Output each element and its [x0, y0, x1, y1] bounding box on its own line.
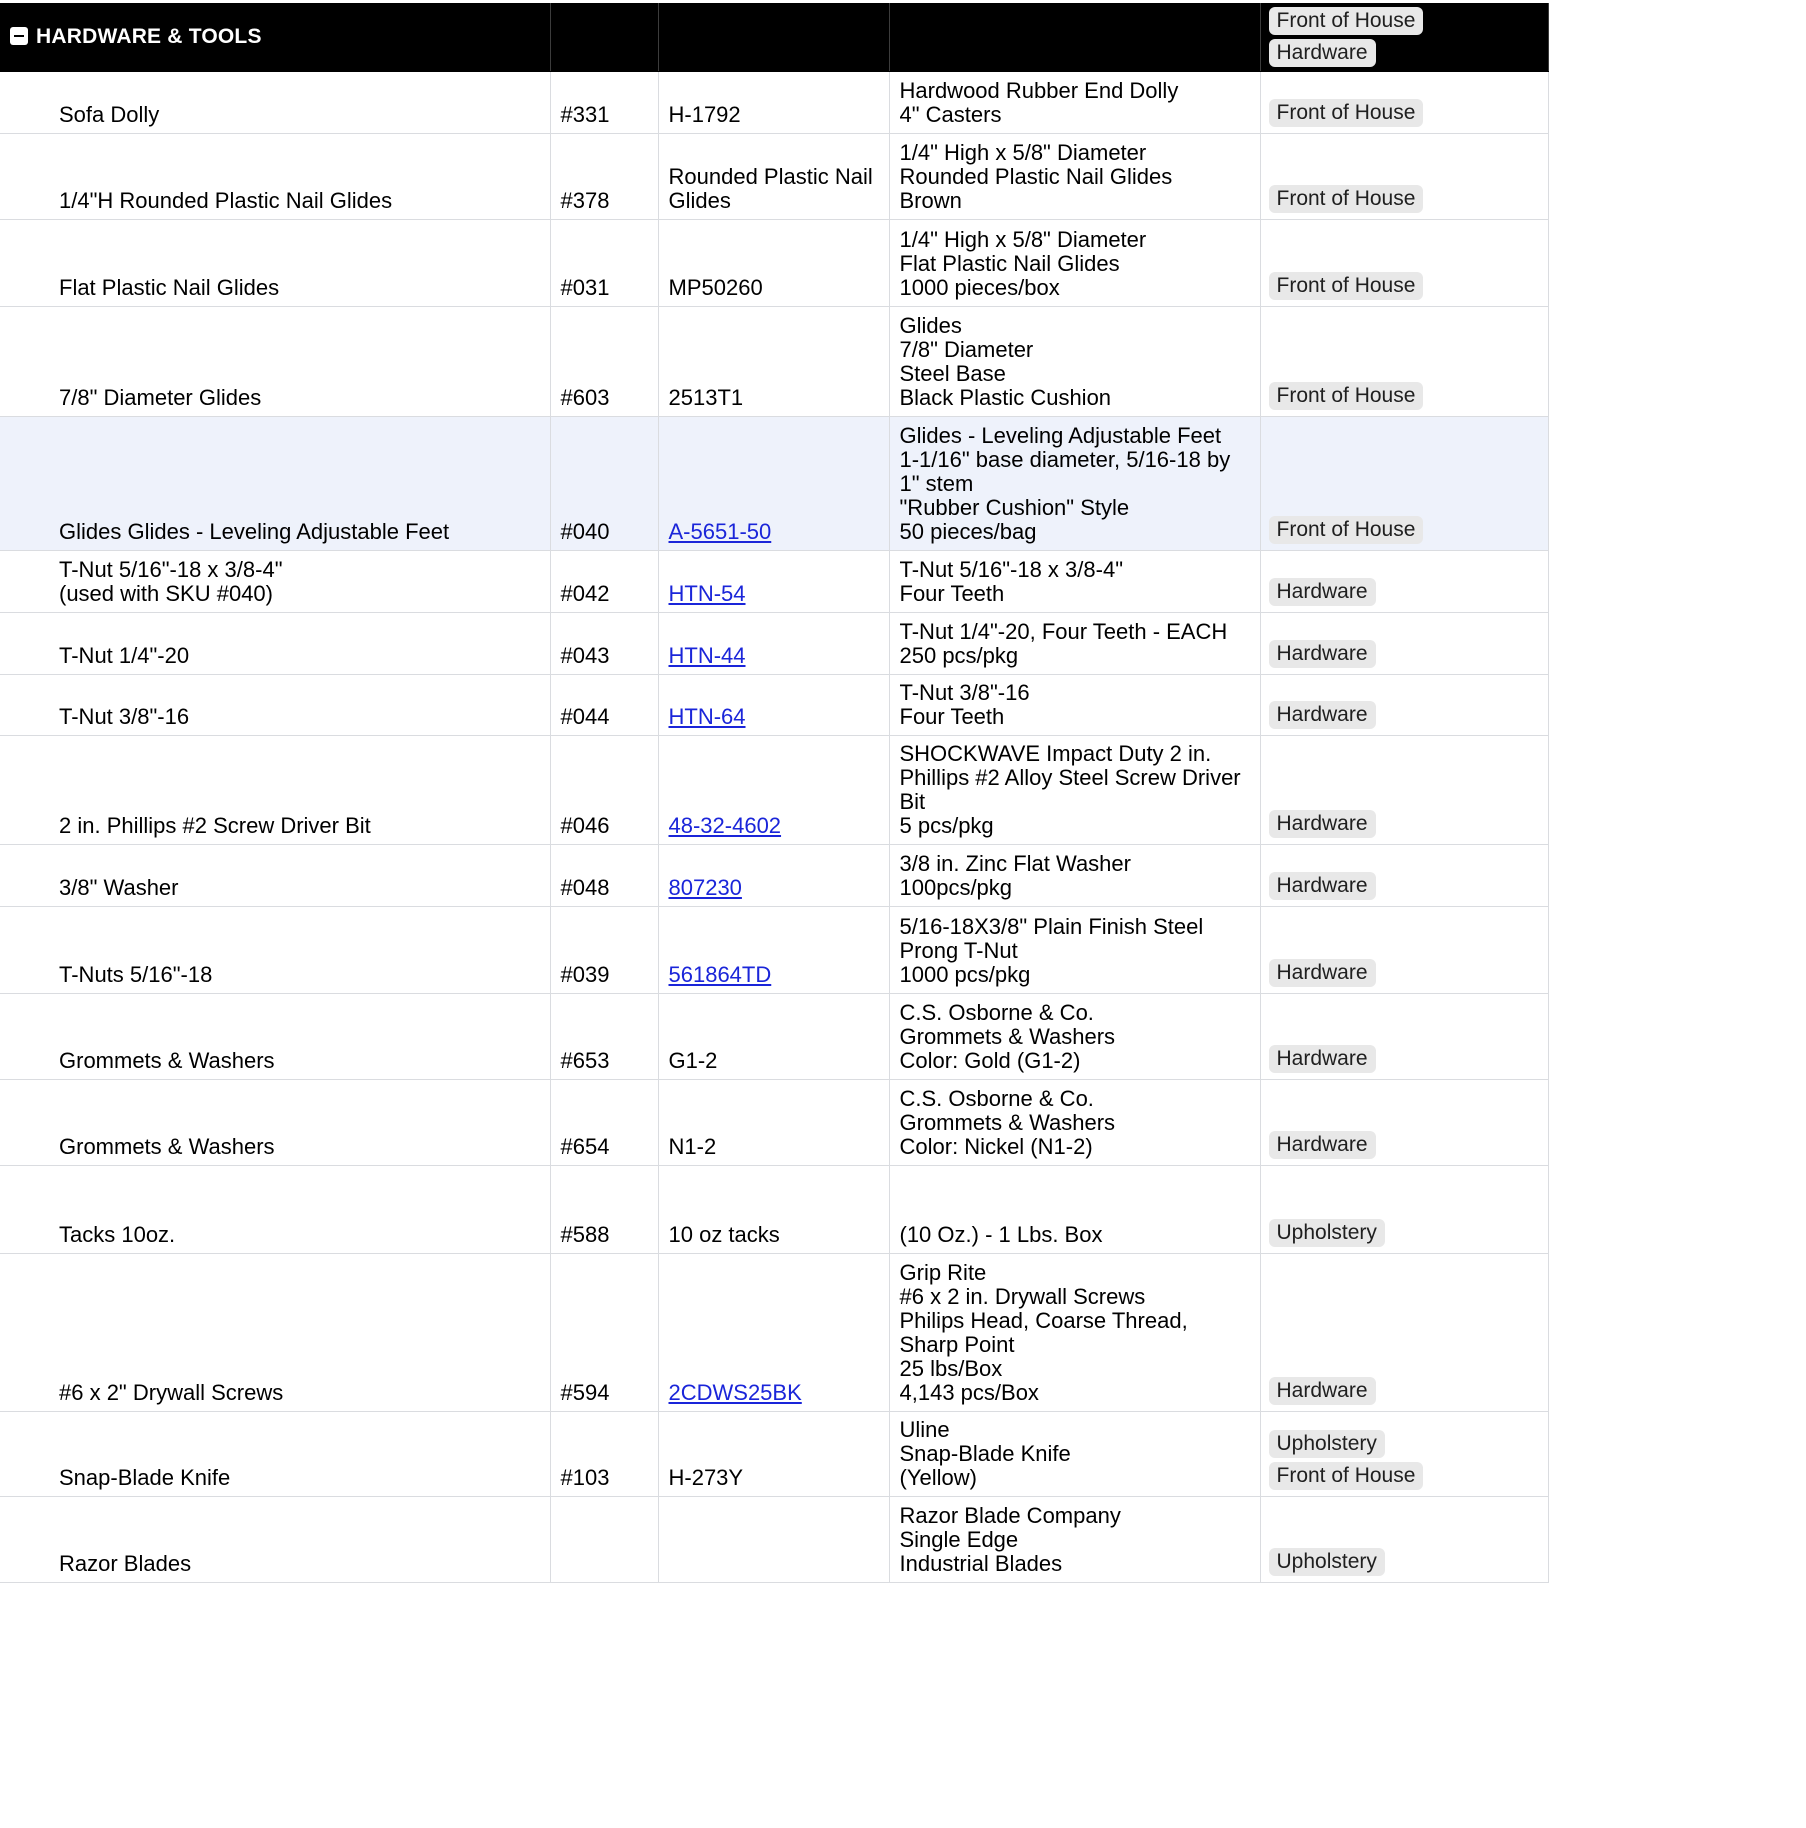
item-name-cell[interactable]	[0, 220, 550, 307]
category-tags-cell[interactable]	[1260, 613, 1548, 675]
item-name: Razor Blades	[59, 1551, 192, 1576]
item-name-cell[interactable]	[0, 1412, 550, 1497]
table-row[interactable]	[0, 845, 1548, 907]
item-name: 7/8" Diameter Glides	[59, 385, 262, 410]
group-header-empty-cell[interactable]	[550, 2, 658, 72]
tag-chip[interactable]: Front of House	[1269, 516, 1424, 544]
description-line: 1000 pcs/pkg	[899, 962, 1031, 987]
description-cell[interactable]	[889, 1080, 1260, 1166]
item-number: #046	[560, 813, 610, 838]
group-header-tags-cell[interactable]	[1260, 2, 1548, 72]
item-number: #331	[560, 102, 610, 127]
table-row[interactable]	[0, 1412, 1548, 1497]
sku-text: MP50260	[668, 275, 763, 300]
description-cell[interactable]	[889, 417, 1260, 551]
description-line: Single Edge	[899, 1527, 1019, 1552]
category-tags-cell[interactable]	[1260, 1166, 1548, 1254]
group-title: HARDWARE & TOOLS	[36, 25, 262, 49]
sku-cell[interactable]	[658, 907, 889, 994]
description-line: 5/16-18X3/8" Plain Finish Steel Prong T-Nut	[899, 914, 1204, 963]
description-line: Brown	[899, 188, 962, 213]
item-name: Flat Plastic Nail Glides	[59, 275, 280, 300]
item-name: Grommets & Washers	[59, 1048, 275, 1073]
item-name-cell[interactable]	[0, 1166, 550, 1254]
category-tags-cell[interactable]	[1260, 907, 1548, 994]
item-name-cell[interactable]	[0, 994, 550, 1080]
category-tags-cell[interactable]	[1260, 307, 1548, 417]
item-number-cell[interactable]	[550, 736, 658, 845]
item-number-cell[interactable]	[550, 845, 658, 907]
item-number-cell[interactable]	[550, 307, 658, 417]
tag-chip[interactable]: Hardware	[1269, 39, 1376, 67]
sku-text: Rounded Plastic Nail Glides	[668, 164, 873, 213]
category-tags-cell[interactable]	[1260, 1080, 1548, 1166]
description-cell[interactable]	[889, 1497, 1260, 1583]
description-line: Color: Nickel (N1-2)	[899, 1134, 1093, 1159]
description-cell[interactable]	[889, 1166, 1260, 1254]
description-line: #6 x 2 in. Drywall Screws	[899, 1284, 1146, 1309]
category-tags-cell[interactable]	[1260, 675, 1548, 736]
tag-chip[interactable]: Upholstery	[1269, 1219, 1385, 1247]
item-number: #378	[560, 188, 610, 213]
description-line: Four Teeth	[899, 581, 1005, 606]
sku-link[interactable]: 48-32-4602	[668, 813, 782, 838]
category-tags-cell[interactable]	[1260, 551, 1548, 613]
description-cell[interactable]	[889, 613, 1260, 675]
item-number-cell[interactable]	[550, 134, 658, 220]
item-name-cell[interactable]	[0, 675, 550, 736]
description-cell[interactable]	[889, 134, 1260, 220]
description-line: Grommets & Washers	[899, 1024, 1116, 1049]
table-row[interactable]	[0, 1166, 1548, 1254]
category-tags-cell[interactable]	[1260, 220, 1548, 307]
sku-link[interactable]: HTN-44	[668, 643, 746, 668]
tag-chip[interactable]: Hardware	[1269, 578, 1376, 606]
description-cell[interactable]	[889, 994, 1260, 1080]
item-number: #588	[560, 1222, 610, 1247]
item-number: #031	[560, 275, 610, 300]
sku-text: H-273Y	[668, 1465, 744, 1490]
sku-text: N1-2	[668, 1134, 717, 1159]
description-line: Grommets & Washers	[899, 1110, 1116, 1135]
tag-chip[interactable]: Front of House	[1269, 272, 1424, 300]
item-number-cell[interactable]	[550, 1497, 658, 1583]
collapse-group-icon[interactable]	[10, 27, 28, 45]
tag-chip[interactable]: Front of House	[1269, 1462, 1424, 1490]
table-row[interactable]	[0, 72, 1548, 134]
tag-chip[interactable]: Upholstery	[1269, 1548, 1385, 1576]
category-tags-cell[interactable]	[1260, 1497, 1548, 1583]
description-cell[interactable]	[889, 675, 1260, 736]
sku-cell[interactable]	[658, 845, 889, 907]
sku-link[interactable]: HTN-64	[668, 704, 746, 729]
item-number: #039	[560, 962, 610, 987]
category-tags-cell[interactable]	[1260, 736, 1548, 845]
table-row[interactable]	[0, 994, 1548, 1080]
sku-cell[interactable]	[658, 675, 889, 736]
description-line: C.S. Osborne & Co.	[899, 1086, 1094, 1111]
description-line: Uline	[899, 1417, 950, 1442]
table-row[interactable]	[0, 134, 1548, 220]
item-name-cell[interactable]	[0, 613, 550, 675]
description-line: 4,143 pcs/Box	[899, 1380, 1039, 1405]
group-header-empty-cell[interactable]	[889, 2, 1260, 72]
item-name-cell[interactable]	[0, 907, 550, 994]
sku-cell[interactable]	[658, 307, 889, 417]
sku-link[interactable]: 561864TD	[668, 962, 772, 987]
tag-chip[interactable]: Front of House	[1269, 99, 1424, 127]
item-name-cell[interactable]	[0, 307, 550, 417]
item-number-cell[interactable]	[550, 994, 658, 1080]
sku-cell[interactable]	[658, 1166, 889, 1254]
sku-link[interactable]: A-5651-50	[668, 519, 772, 544]
table-row[interactable]	[0, 417, 1548, 551]
table-row[interactable]	[0, 1497, 1548, 1583]
item-number: #048	[560, 875, 610, 900]
description-line: 5 pcs/pkg	[899, 813, 994, 838]
description-line: 1/4" High x 5/8" Diameter	[899, 140, 1147, 165]
group-header-cell[interactable]	[0, 2, 550, 72]
description-line: Razor Blade Company	[899, 1503, 1121, 1528]
description-line: 250 pcs/pkg	[899, 643, 1019, 668]
description-line: C.S. Osborne & Co.	[899, 1000, 1094, 1025]
item-name: 1/4"H Rounded Plastic Nail Glides	[59, 188, 393, 213]
item-name: T-Nut 5/16"-18 x 3/8-4"	[59, 557, 283, 582]
tag-chip[interactable]: Front of House	[1269, 7, 1424, 35]
item-number: #044	[560, 704, 610, 729]
description-line: Hardwood Rubber End Dolly	[899, 78, 1179, 103]
item-number: #043	[560, 643, 610, 668]
item-name-cell[interactable]	[0, 845, 550, 907]
sku-cell[interactable]	[658, 1254, 889, 1412]
item-name: 2 in. Phillips #2 Screw Driver Bit	[59, 813, 371, 838]
item-name: Grommets & Washers	[59, 1134, 275, 1159]
category-tags-cell[interactable]	[1260, 417, 1548, 551]
sku-text: H-1792	[668, 102, 741, 127]
category-tags-cell[interactable]	[1260, 72, 1548, 134]
item-number-cell[interactable]	[550, 1080, 658, 1166]
table-row[interactable]	[0, 736, 1548, 845]
description-line: T-Nut 3/8"-16	[899, 680, 1030, 705]
sku-cell[interactable]	[658, 134, 889, 220]
category-tags-cell[interactable]	[1260, 845, 1548, 907]
sku-cell[interactable]	[658, 613, 889, 675]
item-name: #6 x 2" Drywall Screws	[59, 1380, 284, 1405]
sku-link[interactable]: 807230	[668, 875, 742, 900]
group-header-row	[0, 2, 1548, 72]
table-row[interactable]	[0, 1080, 1548, 1166]
description-line: Steel Base	[899, 361, 1006, 386]
description-cell[interactable]	[889, 551, 1260, 613]
tag-chip[interactable]: Front of House	[1269, 382, 1424, 410]
description-line: 1000 pieces/box	[899, 275, 1060, 300]
tag-chip[interactable]: Hardware	[1269, 1045, 1376, 1073]
category-tags-cell[interactable]	[1260, 134, 1548, 220]
tag-chip[interactable]: Hardware	[1269, 1377, 1376, 1405]
item-number: #653	[560, 1048, 610, 1073]
tag-chip[interactable]: Upholstery	[1269, 1430, 1385, 1458]
item-name-cell[interactable]	[0, 736, 550, 845]
tag-chip[interactable]: Hardware	[1269, 1131, 1376, 1159]
tag-chip[interactable]: Hardware	[1269, 872, 1376, 900]
description-line: 1-1/16" base diameter, 5/16-18 by 1" stem	[899, 447, 1231, 496]
item-number: #594	[560, 1380, 610, 1405]
item-number-cell[interactable]	[550, 1166, 658, 1254]
description-line: Glides	[899, 313, 962, 338]
description-line: 4" Casters	[899, 102, 1002, 127]
description-line: Black Plastic Cushion	[899, 385, 1112, 410]
sku-link[interactable]: 2CDWS25BK	[668, 1380, 802, 1405]
item-name-cell[interactable]	[0, 72, 550, 134]
tag-chip[interactable]: Front of House	[1269, 185, 1424, 213]
description-line: Four Teeth	[899, 704, 1005, 729]
table-row[interactable]	[0, 675, 1548, 736]
item-number: #040	[560, 519, 610, 544]
description-line: Glides - Leveling Adjustable Feet	[899, 423, 1222, 448]
item-name: Snap-Blade Knife	[59, 1465, 231, 1490]
item-name-note: (used with SKU #040)	[59, 581, 273, 606]
item-name: Sofa Dolly	[59, 102, 160, 127]
description-line: Rounded Plastic Nail Glides	[899, 164, 1173, 189]
description-line: Philips Head, Coarse Thread, Sharp Point	[899, 1308, 1188, 1357]
description-cell[interactable]	[889, 1254, 1260, 1412]
item-name: Tacks 10oz.	[59, 1222, 176, 1247]
description-line: T-Nut 1/4"-20, Four Teeth - EACH	[899, 619, 1228, 644]
description-line: Snap-Blade Knife	[899, 1441, 1071, 1466]
description-line: Grip Rite	[899, 1260, 987, 1285]
item-number-cell[interactable]	[550, 72, 658, 134]
description-cell[interactable]	[889, 736, 1260, 845]
item-number: #042	[560, 581, 610, 606]
item-number-cell[interactable]	[550, 907, 658, 994]
item-name-cell[interactable]	[0, 417, 550, 551]
tag-chip[interactable]: Hardware	[1269, 701, 1376, 729]
sku-link[interactable]: HTN-54	[668, 581, 746, 606]
table-row[interactable]	[0, 551, 1548, 613]
description-line: T-Nut 5/16"-18 x 3/8-4"	[899, 557, 1124, 582]
item-name-cell[interactable]	[0, 1497, 550, 1583]
description-line: 7/8" Diameter	[899, 337, 1034, 362]
description-cell[interactable]	[889, 220, 1260, 307]
item-number: #103	[560, 1465, 610, 1490]
sku-text: 10 oz tacks	[668, 1222, 780, 1247]
item-number-cell[interactable]	[550, 613, 658, 675]
category-tags-cell[interactable]	[1260, 994, 1548, 1080]
tag-chip[interactable]: Hardware	[1269, 810, 1376, 838]
item-number: #654	[560, 1134, 610, 1159]
sku-cell[interactable]	[658, 220, 889, 307]
sku-cell[interactable]	[658, 1497, 889, 1583]
category-tags-cell[interactable]	[1260, 1412, 1548, 1497]
table-row[interactable]	[0, 613, 1548, 675]
description-cell[interactable]	[889, 72, 1260, 134]
sku-text: 2513T1	[668, 385, 744, 410]
description-cell[interactable]	[889, 1412, 1260, 1497]
description-line: (Yellow)	[899, 1465, 977, 1490]
item-number: #603	[560, 385, 610, 410]
table-row[interactable]	[0, 907, 1548, 994]
description-line: 25 lbs/Box	[899, 1356, 1003, 1381]
sku-cell[interactable]	[658, 551, 889, 613]
table-row[interactable]	[0, 307, 1548, 417]
description-cell[interactable]	[889, 307, 1260, 417]
item-name: 3/8" Washer	[59, 875, 179, 900]
table-row[interactable]	[0, 220, 1548, 307]
sku-cell[interactable]	[658, 72, 889, 134]
description-cell[interactable]	[889, 907, 1260, 994]
item-number-cell[interactable]	[550, 1412, 658, 1497]
table-row[interactable]	[0, 1254, 1548, 1412]
sku-cell[interactable]	[658, 1412, 889, 1497]
sku-cell[interactable]	[658, 994, 889, 1080]
description-line: SHOCKWAVE Impact Duty 2 in. Phillips #2 Alloy Steel Screw Driver Bit	[899, 741, 1241, 814]
description-line: (10 Oz.) - 1 Lbs. Box	[899, 1222, 1103, 1247]
description-line: 1/4" High x 5/8" Diameter	[899, 227, 1147, 252]
item-name: T-Nuts 5/16"-18	[59, 962, 213, 987]
sku-cell[interactable]	[658, 736, 889, 845]
item-number-cell[interactable]	[550, 675, 658, 736]
item-name-cell[interactable]	[0, 1254, 550, 1412]
description-line: Flat Plastic Nail Glides	[899, 251, 1120, 276]
tag-chip[interactable]: Hardware	[1269, 959, 1376, 987]
item-number-cell[interactable]	[550, 1254, 658, 1412]
item-name-cell[interactable]	[0, 1080, 550, 1166]
sku-cell[interactable]	[658, 417, 889, 551]
description-line: "Rubber Cushion" Style	[899, 495, 1130, 520]
item-name-cell[interactable]	[0, 134, 550, 220]
item-number-cell[interactable]	[550, 220, 658, 307]
group-header-empty-cell[interactable]	[658, 2, 889, 72]
item-number-cell[interactable]	[550, 551, 658, 613]
description-line: 50 pieces/bag	[899, 519, 1037, 544]
description-line: 100pcs/pkg	[899, 875, 1013, 900]
description-cell[interactable]	[889, 845, 1260, 907]
tag-chip[interactable]: Hardware	[1269, 640, 1376, 668]
description-line: Color: Gold (G1-2)	[899, 1048, 1081, 1073]
item-name: T-Nut 3/8"-16	[59, 704, 190, 729]
item-name: T-Nut 1/4"-20	[59, 643, 190, 668]
sku-cell[interactable]	[658, 1080, 889, 1166]
item-number-cell[interactable]	[550, 417, 658, 551]
item-name: Glides Glides - Leveling Adjustable Feet	[59, 519, 450, 544]
item-name-cell[interactable]	[0, 551, 550, 613]
description-line: 3/8 in. Zinc Flat Washer	[899, 851, 1131, 876]
description-line: Industrial Blades	[899, 1551, 1063, 1576]
category-tags-cell[interactable]	[1260, 1254, 1548, 1412]
sku-text: G1-2	[668, 1048, 718, 1073]
